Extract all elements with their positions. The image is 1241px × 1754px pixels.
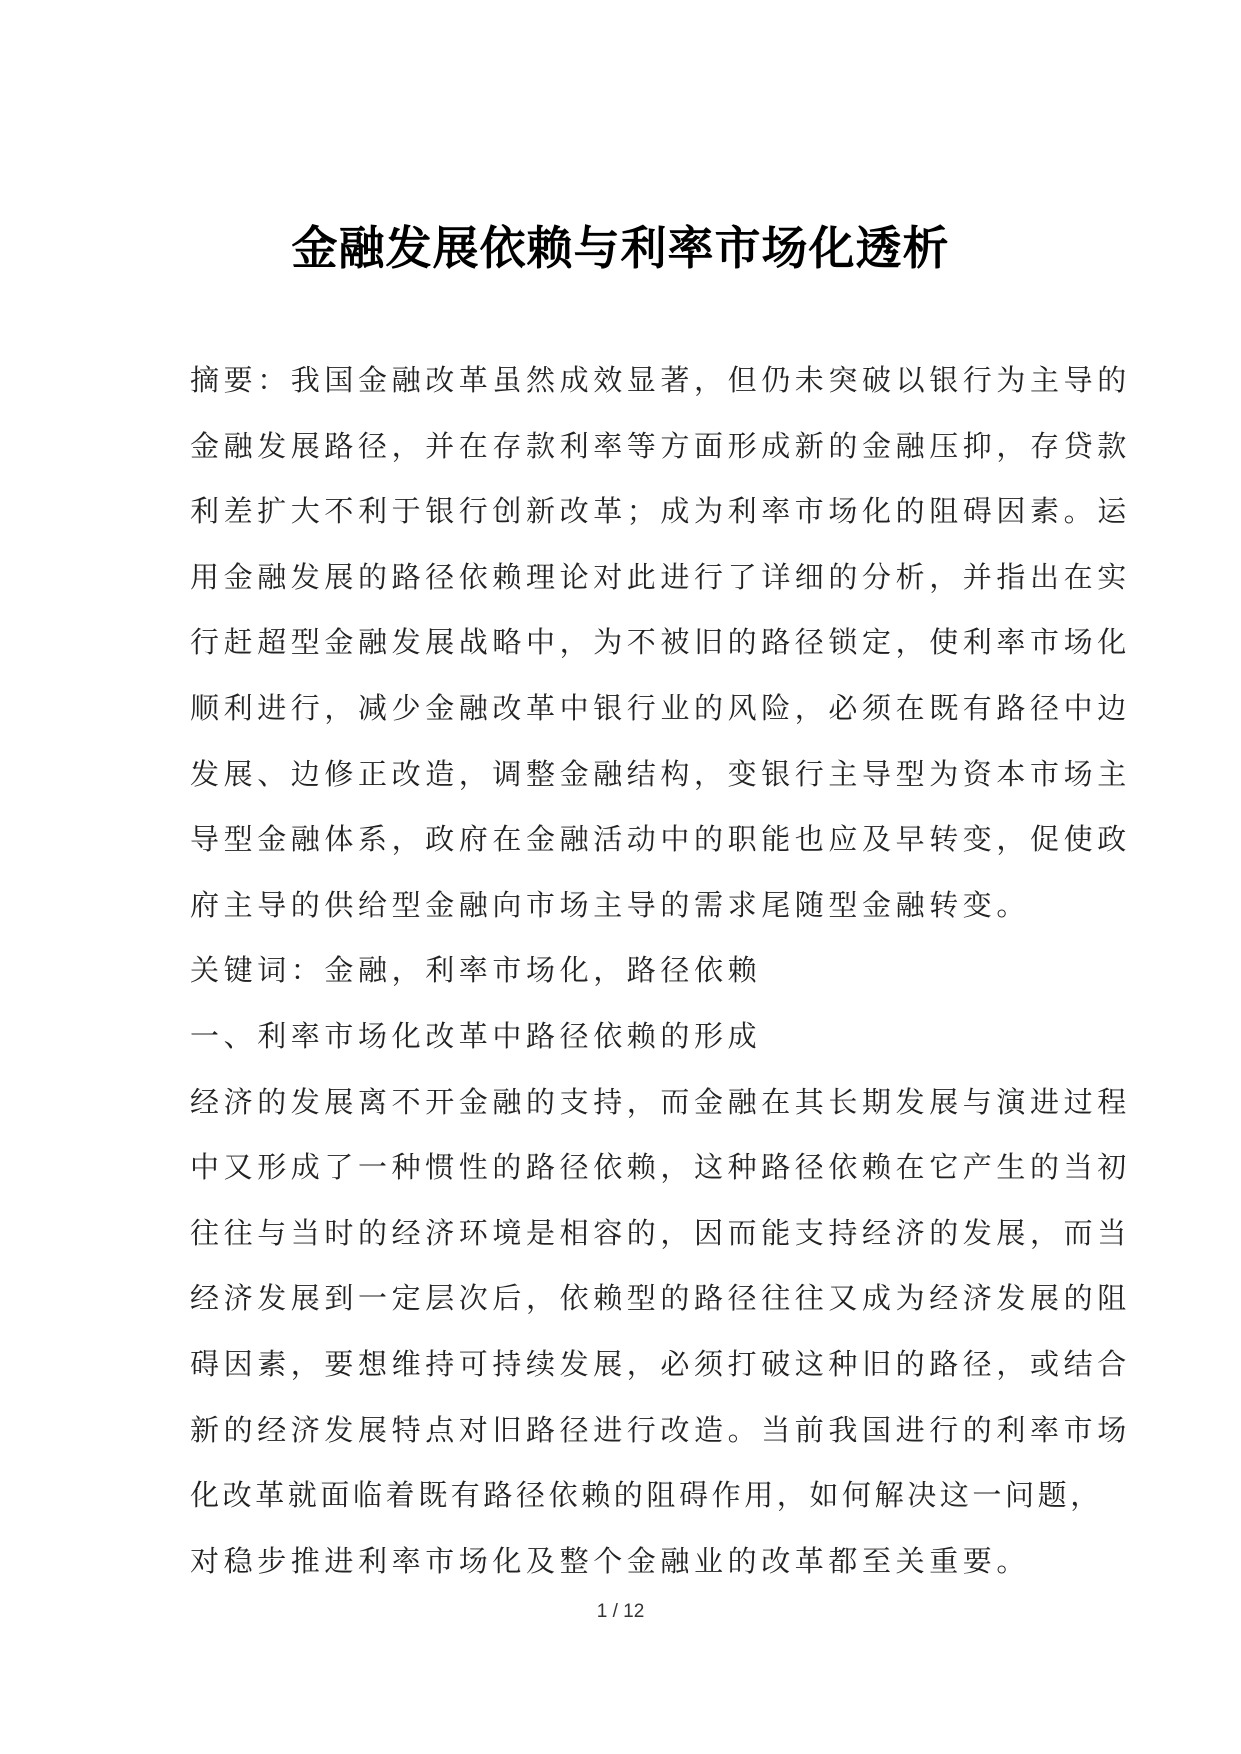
abstract-line: 金融发展路径，并在存款利率等方面形成新的金融压抑，存贷款 — [190, 428, 1131, 463]
section-heading: 一、利率市场化改革中路径依赖的形成 — [190, 1018, 762, 1053]
abstract-line: 行赶超型金融发展战略中，为不被旧的路径锁定，使利率市场化 — [190, 625, 1131, 660]
paragraph-line: 新的经济发展特点对旧路径进行改造。当前我国进行的利率市场 — [190, 1412, 1131, 1447]
paragraph-line: 化改革就面临着既有路径依赖的阻碍作用，如何解决这一问题， — [190, 1478, 1103, 1513]
abstract-line: 导型金融体系，政府在金融活动中的职能也应及早转变，促使政 — [190, 822, 1131, 857]
paragraph-line: 经济的发展离不开金融的支持，而金融在其长期发展与演进过程 — [190, 1084, 1131, 1119]
paragraph-line: 碍因素，要想维持可持续发展，必须打破这种旧的路径，或结合 — [190, 1346, 1131, 1381]
paragraph-line: 往往与当时的经济环境是相容的，因而能支持经济的发展，而当 — [190, 1215, 1131, 1250]
paragraph-line: 对稳步推进利率市场化及整个金融业的改革都至关重要。 — [190, 1543, 1031, 1578]
page-number: 1 / 12 — [596, 1601, 645, 1622]
keywords-line: 关键词：金融，利率市场化，路径依赖 — [190, 953, 762, 988]
paragraph-line: 经济发展到一定层次后，依赖型的路径往往又成为经济发展的阻 — [190, 1281, 1131, 1316]
document-body — [190, 348, 1131, 1594]
abstract-line: 用金融发展的路径依赖理论对此进行了详细的分析，并指出在实 — [190, 559, 1131, 594]
document-title: 金融发展依赖与利率市场化透析 — [291, 221, 950, 275]
abstract-line: 府主导的供给型金融向市场主导的需求尾随型金融转变。 — [190, 887, 1031, 922]
abstract-line: 摘要：我国金融改革虽然成效显著，但仍未突破以银行为主导的 — [190, 363, 1131, 397]
abstract-line: 顺利进行，减少金融改革中银行业的风险，必须在既有路径中边 — [190, 690, 1131, 725]
abstract-line: 利差扩大不利于银行创新改革；成为利率市场化的阻碍因素。运 — [190, 494, 1131, 529]
paragraph-line: 中又形成了一种惯性的路径依赖，这种路径依赖在它产生的当初 — [190, 1150, 1131, 1185]
abstract-line: 发展、边修正改造，调整金融结构，变银行主导型为资本市场主 — [190, 756, 1131, 791]
